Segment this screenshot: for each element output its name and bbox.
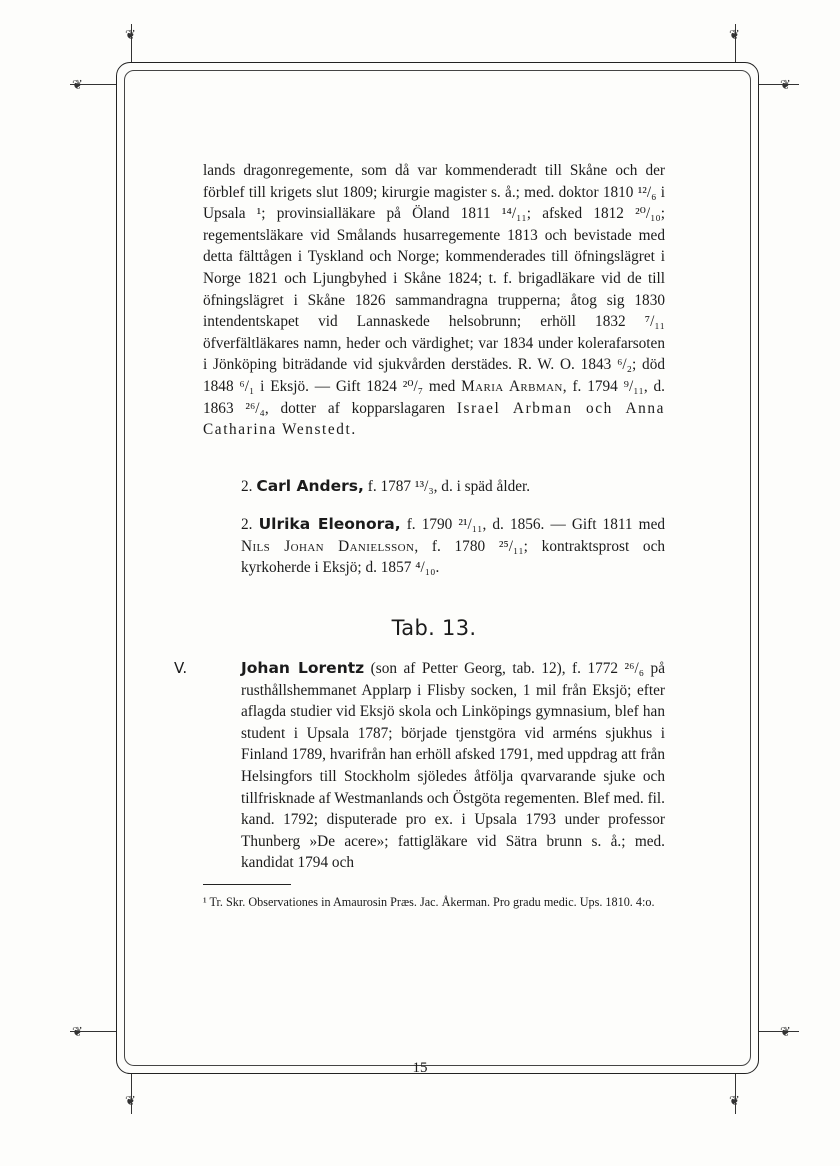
footnote: ¹ Tr. Skr. Observationes in Amaurosin Præs. Jac. Åkerman. Pro gradu medic. Ups. 1810. 4:o. (203, 895, 655, 909)
person-name: Ulrika Eleonora, (258, 515, 401, 533)
entry-text: f. 1790 ²¹/₁₁, d. 1856. — Gift 1811 med (406, 516, 666, 533)
frame-line-right-top (759, 84, 799, 85)
table-heading: Tab. 13. (391, 616, 477, 640)
person-name: Carl Anders, (256, 477, 364, 495)
parents-names: Israel Arbman och Anna Catharina Wenstedt. (203, 399, 665, 439)
frame-line-right-bottom (759, 1031, 799, 1032)
entry-text: (son af Petter Georg, tab. 12), f. 1772 ²⁶/₆ på rusthållshemmanet Applarp i Flisby socken, 1 mil från Eksjö; efter aflagda studier vid Eksjö skola och Linköpings gymnasium, blef han student i Upsala 1787; började tjenstgöra vid arméns sjukhus i Finland 1789, hvarifrån han erhöll afsked 1791, med uppdrag att från Helsingfors till Stockholm sjöledes åtfölja qvarvarande sjuke och tillfrisknade af Westmanlands och Östgöta regementen. Blef med. fil. kand. 1792; disputerade pro ex. i Upsala 1793 under professor Thunberg »De acere»; fattigläkare vid Sätra brunn s. å.; med. kandidat 1794 och (241, 660, 665, 872)
fleuron-ornament-icon: ❦ (125, 27, 136, 42)
fleuron-ornament-icon: ❦ (125, 1093, 136, 1108)
entry-number: 2. (241, 478, 253, 495)
entry-text: f. 1787 ¹³/₃, d. i späd ålder. (367, 478, 531, 495)
footnote-rule (203, 884, 291, 885)
entry-number: 2. (241, 516, 253, 533)
fleuron-ornament-icon: ❦ (72, 77, 83, 92)
spouse-name: Maria Arbman (461, 377, 563, 395)
fleuron-ornament-icon: ❦ (780, 77, 791, 92)
person-name: Johan Lorentz (241, 659, 365, 677)
paragraph-text: , f. 1794 ⁹/₁₁, d. 1863 ²⁶/₄, dotter af kopparslagaren (203, 377, 665, 417)
entry-carl-anders (203, 476, 665, 498)
entry-text: , f. 1780 ²⁵/₁₁; kontraktsprost och kyrkoherde i Eksjö; d. 1857 ⁴/₁₀. (241, 537, 666, 577)
page-number: 15 (412, 1060, 428, 1076)
entry-johan-lorentz (174, 658, 665, 874)
paragraph-text: lands dragonregemente, som då var kommenderadt till Skåne och der förblef till krigets slut 1809; kirurgie magister s. å.; med. doktor 1810 ¹²/₆ i Upsala ¹; provinsialläkare på Öland 1811 ¹⁴/₁₁; afsked 1812 ²⁰/₁₀; regementsläkare vid Smålands husarregemente 1813 och bevistade med detta fälttågen i Tyskland och Norge; kommenderades till öfningslägret i Norge 1821 och Ljungbyhed i Skåne 1824; t. f. brigadläkare vid de till öfningslägret i Skåne 1826 sammandragna trupperna; åtog sig 1830 intendentskapet vid Lannaskede helsobrunn; erhöll 1832 ⁷/₁₁ öfverfältläkares namn, heder och värdighet; var 1834 under kolerafarsoten i Jönköping biträdande vid sjukvården derstädes. R. W. O. 1843 ⁶/₂; död 1848 ⁶/₁ i Eksjö. — Gift 1824 ²⁰/₇ med (203, 162, 665, 395)
fleuron-ornament-icon: ❦ (729, 27, 740, 42)
entry-ulrika-eleonora (203, 514, 665, 579)
fleuron-ornament-icon: ❦ (72, 1024, 83, 1039)
generation-numeral: V. (174, 659, 188, 677)
fleuron-ornament-icon: ❦ (729, 1093, 740, 1108)
spouse-name: Nils Johan Danielsson (241, 537, 415, 555)
paragraph-continuation (203, 160, 665, 441)
fleuron-ornament-icon: ❦ (780, 1024, 791, 1039)
